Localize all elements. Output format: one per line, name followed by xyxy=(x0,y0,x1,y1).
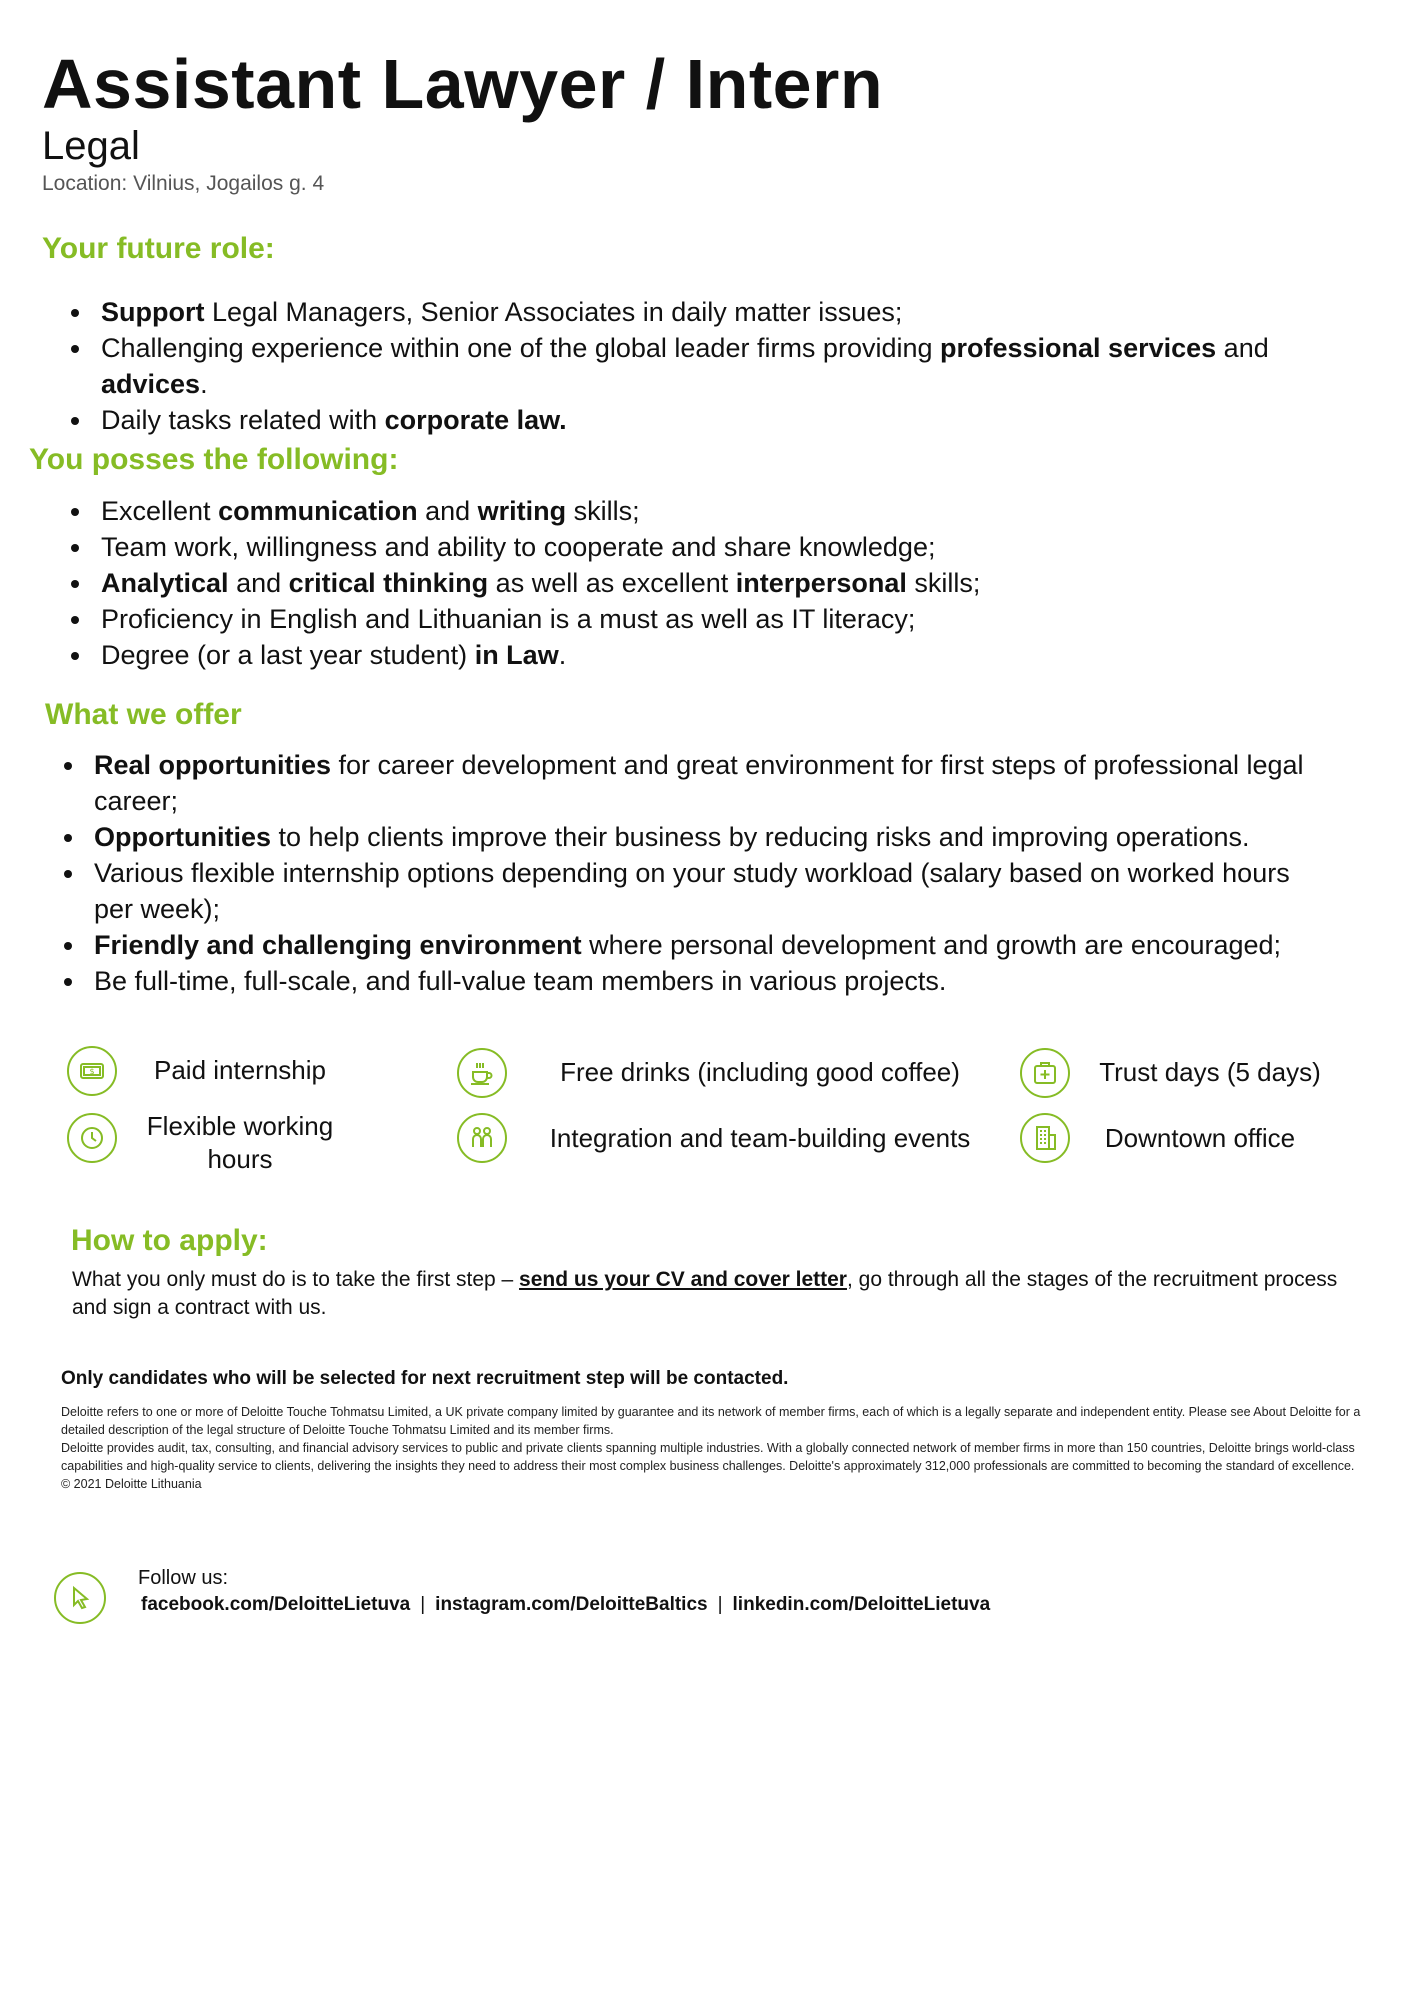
list-item: Excellent communication and writing skills; xyxy=(101,493,1341,529)
list-item: Daily tasks related with corporate law. xyxy=(101,402,1341,438)
list-item: Friendly and challenging environment where personal development and growth are encouraged; xyxy=(94,927,1334,963)
building-icon xyxy=(1020,1113,1070,1163)
copyright: © 2021 Deloitte Lithuania xyxy=(61,1477,202,1491)
benefit-team-building: Integration and team-building events xyxy=(549,1123,971,1153)
role-list xyxy=(101,294,1341,438)
apply-heading: How to apply: xyxy=(71,1224,268,1257)
benefit-paid-internship: Paid internship xyxy=(154,1055,326,1085)
benefit-free-drinks: Free drinks (including good coffee) xyxy=(560,1057,960,1087)
apply-text: What you only must do is to take the first step – send us your CV and cover letter, go through all the stages of the recruitment process and sign a contract with us. xyxy=(72,1268,1338,1319)
list-item: Analytical and critical thinking as well as excellent interpersonal skills; xyxy=(101,565,1341,601)
list-item: Be full-time, full-scale, and full-value team members in various projects. xyxy=(94,963,1334,999)
separator: | xyxy=(717,1594,723,1615)
offer-list xyxy=(94,747,1334,999)
clock-icon xyxy=(67,1113,117,1163)
money-icon xyxy=(67,1046,117,1096)
follow-label: Follow us: xyxy=(138,1567,229,1589)
social-links xyxy=(141,1594,990,1616)
instagram-link[interactable]: instagram.com/DeloitteBaltics xyxy=(435,1594,708,1615)
legal-disclaimer: Deloitte refers to one or more of Deloitte Touche Tohmatsu Limited, a UK private company limited by guarantee and its network of member firms, each of which is a legally separate and independent entity. Please see About Deloitte for a detailed description of the legal structure of Deloitte Touche Tohmatsu Limited and its member firms. Deloitte provides audit, tax, consulting, and financial advisory services to public and private clients spanning multiple industries. With a globally connected network of member firms in more than 150 countries, Deloitte brings world-class capabilities and high-quality service to clients, delivering the insights they need to address their most complex business challenges. Deloitte's approximately 312,000 professionals are committed to becoming the standard of excellence. © 2021 Deloitte Lithuania xyxy=(61,1405,1361,1491)
skills-heading: You posses the following: xyxy=(29,443,399,476)
medical-kit-icon xyxy=(1020,1048,1070,1098)
facebook-link[interactable]: facebook.com/DeloitteLietuva xyxy=(141,1594,411,1615)
list-item: Team work, willingness and ability to cooperate and share knowledge; xyxy=(101,529,1341,565)
coffee-icon xyxy=(457,1048,507,1098)
cursor-icon xyxy=(54,1572,106,1624)
benefit-downtown-office: Downtown office xyxy=(1104,1123,1296,1153)
separator: | xyxy=(420,1594,426,1615)
department: Legal xyxy=(42,124,140,168)
list-item: Real opportunities for career development and great environment for first steps of professional legal career; xyxy=(94,747,1334,819)
benefit-trust-days: Trust days (5 days) xyxy=(1099,1057,1321,1087)
list-item: Support Legal Managers, Senior Associates in daily matter issues; xyxy=(101,294,1341,330)
list-item: Degree (or a last year student) in Law. xyxy=(101,637,1341,673)
list-item: Proficiency in English and Lithuanian is a must as well as IT literacy; xyxy=(101,601,1341,637)
list-item: Opportunities to help clients improve their business by reducing risks and improving operations. xyxy=(94,819,1334,855)
list-item: Challenging experience within one of the global leader firms providing professional services and advices. xyxy=(101,330,1341,402)
job-title: Assistant Lawyer / Intern xyxy=(42,45,884,123)
linkedin-link[interactable]: linkedin.com/DeloitteLietuva xyxy=(732,1594,991,1615)
skills-list xyxy=(101,493,1341,673)
list-item: Various flexible internship options depending on your study workload (salary based on worked hours per week); xyxy=(94,855,1334,927)
offer-heading: What we offer xyxy=(45,698,242,731)
role-heading: Your future role: xyxy=(42,232,275,265)
benefit-flexible-hours: Flexible working hours xyxy=(146,1111,334,1174)
svg-text:$: $ xyxy=(89,1067,95,1076)
send-cv-link[interactable]: send us your CV and cover letter xyxy=(519,1268,847,1291)
people-icon xyxy=(457,1113,507,1163)
location: Location: Vilnius, Jogailos g. 4 xyxy=(42,172,325,195)
contact-note: Only candidates who will be selected for next recruitment step will be contacted. xyxy=(61,1368,789,1389)
